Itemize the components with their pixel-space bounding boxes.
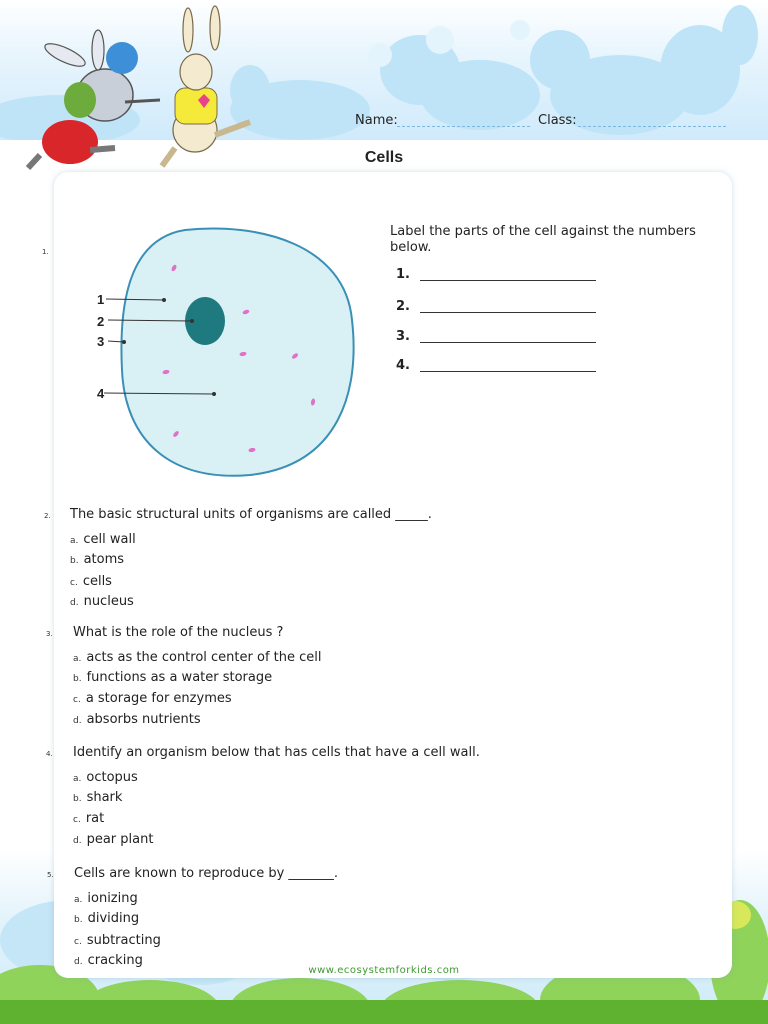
- question-5-option-a[interactable]: [74, 891, 138, 906]
- option-letter: b.: [74, 915, 83, 925]
- option-text: acts as the control center of the cell: [86, 650, 322, 665]
- diagram-label-2: 2: [97, 314, 105, 329]
- option-letter: c.: [70, 578, 78, 588]
- option-text: rat: [85, 811, 105, 826]
- option-letter: d.: [70, 598, 79, 608]
- option-letter: d.: [73, 836, 82, 846]
- question-5-option-c[interactable]: [74, 933, 161, 948]
- option-letter: a.: [73, 774, 82, 784]
- option-text: ionizing: [87, 891, 138, 906]
- question-3-option-c[interactable]: [73, 691, 232, 706]
- option-letter: c.: [73, 815, 81, 825]
- question-2-option-b[interactable]: [70, 552, 124, 567]
- question-5-text: Cells are known to reproduce by _______.: [74, 866, 339, 881]
- option-letter: a.: [74, 895, 83, 905]
- option-text: cracking: [87, 953, 143, 968]
- option-text: atoms: [83, 552, 125, 567]
- question-3-number: 3.: [46, 630, 53, 638]
- option-text: octopus: [86, 770, 138, 785]
- question-4-option-d[interactable]: [73, 832, 153, 847]
- option-letter: a.: [70, 536, 79, 546]
- question-2-option-a[interactable]: [70, 532, 136, 547]
- question-5-number: 5.: [47, 871, 54, 879]
- name-label: Name:: [355, 113, 398, 128]
- option-letter: b.: [73, 674, 82, 684]
- option-text: cells: [82, 574, 112, 589]
- question-2-text: The basic structural units of organisms are called _____.: [70, 507, 432, 522]
- question-5-option-b[interactable]: [74, 911, 139, 926]
- option-text: absorbs nutrients: [86, 712, 201, 727]
- answer-number-4: 4.: [396, 358, 410, 373]
- option-letter: b.: [73, 794, 82, 804]
- page-title: Cells: [364, 149, 404, 166]
- answer-line-4[interactable]: [420, 371, 596, 372]
- answer-line-1[interactable]: [420, 280, 596, 281]
- option-letter: d.: [74, 957, 83, 967]
- cell-membrane: [121, 228, 353, 475]
- question-3-option-d[interactable]: [73, 712, 201, 727]
- question-2-option-d[interactable]: [70, 594, 134, 609]
- question-3-text: What is the role of the nucleus ?: [73, 625, 284, 640]
- option-text: dividing: [87, 911, 140, 926]
- question-1-instruction: Label the parts of the cell against the numbers below.: [390, 224, 696, 255]
- question-4-option-b[interactable]: [73, 790, 122, 805]
- cell-diagram: [90, 220, 370, 490]
- class-field[interactable]: [578, 126, 726, 127]
- class-label: Class:: [538, 113, 577, 128]
- diagram-label-4: 4: [97, 386, 105, 401]
- diagram-label-1: 1: [97, 292, 105, 307]
- question-3-option-b[interactable]: [73, 670, 272, 685]
- option-letter: a.: [73, 654, 82, 664]
- option-text: nucleus: [83, 594, 134, 609]
- question-4-number: 4.: [46, 750, 53, 758]
- answer-number-1: 1.: [396, 267, 410, 282]
- option-text: cell wall: [83, 532, 136, 547]
- question-1-number: 1.: [42, 248, 49, 256]
- option-text: functions as a water storage: [86, 670, 273, 685]
- option-text: subtracting: [86, 933, 161, 948]
- option-text: a storage for enzymes: [85, 691, 232, 706]
- answer-line-3[interactable]: [420, 342, 596, 343]
- option-letter: c.: [74, 937, 82, 947]
- option-text: shark: [86, 790, 123, 805]
- question-2-option-c[interactable]: [70, 574, 112, 589]
- question-4-option-c[interactable]: [73, 811, 104, 826]
- option-letter: d.: [73, 716, 82, 726]
- diagram-label-3: 3: [97, 334, 105, 349]
- answer-number-3: 3.: [396, 329, 410, 344]
- answer-line-2[interactable]: [420, 312, 596, 313]
- name-field[interactable]: [397, 126, 530, 127]
- question-3-option-a[interactable]: [73, 650, 322, 665]
- footer-website[interactable]: www.ecosystemforkids.com: [308, 965, 460, 976]
- question-2-number: 2.: [44, 512, 51, 520]
- question-4-option-a[interactable]: [73, 770, 138, 785]
- option-text: pear plant: [86, 832, 154, 847]
- answer-number-2: 2.: [396, 299, 410, 314]
- option-letter: c.: [73, 695, 81, 705]
- question-4-text: Identify an organism below that has cells that have a cell wall.: [73, 745, 480, 760]
- option-letter: b.: [70, 556, 79, 566]
